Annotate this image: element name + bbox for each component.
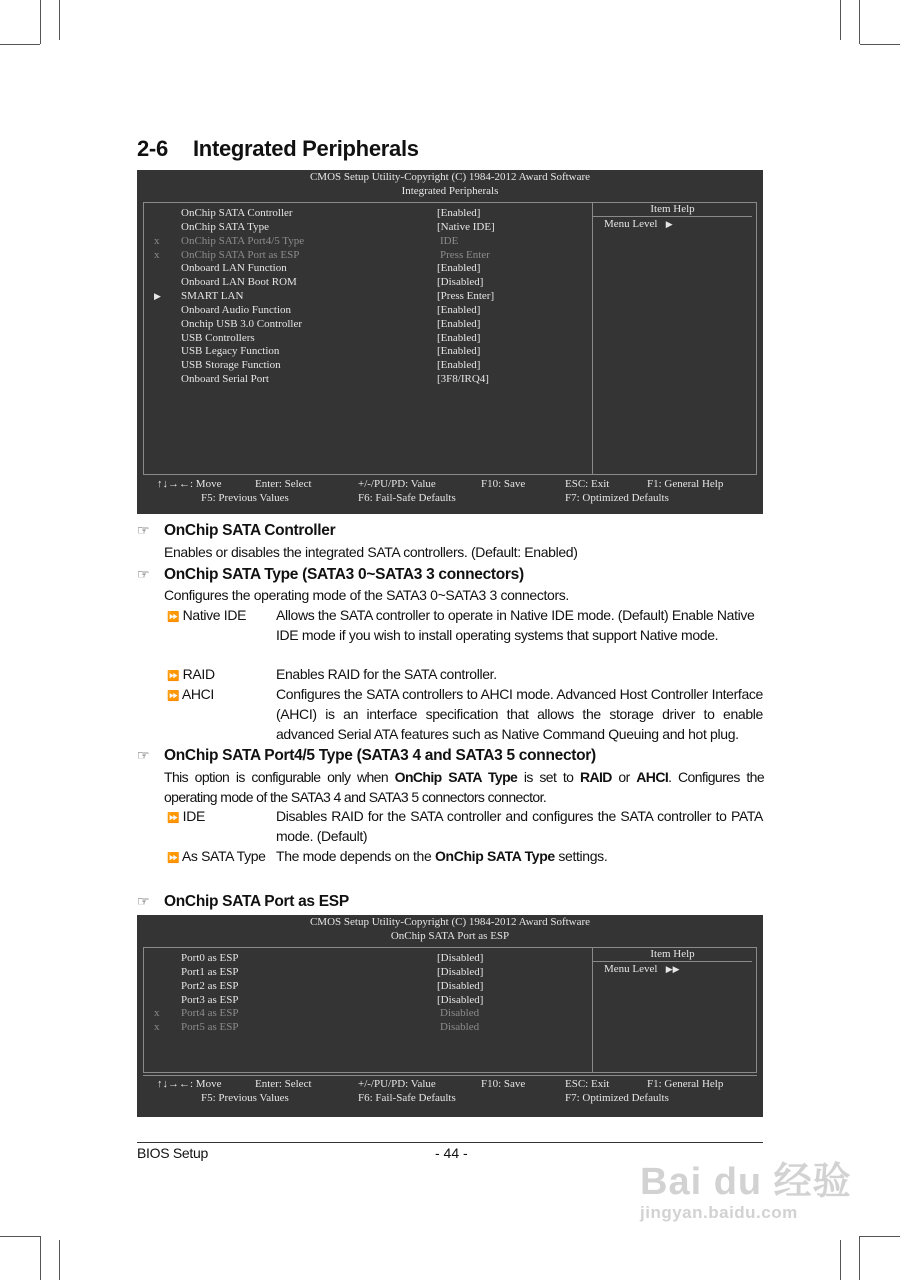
bios-menu-item[interactable]: [154, 952, 584, 966]
key-f6: F6: Fail-Safe Defaults: [358, 1092, 456, 1104]
bios-item-value: Press Enter: [440, 248, 490, 261]
crop-mark: [40, 0, 41, 44]
menu-level-arrow-icon: ▶▶: [665, 964, 680, 974]
pointing-hand-icon: ☞: [137, 566, 150, 582]
menu-level-arrow-icon: ▶: [665, 219, 673, 229]
bios-title: CMOS Setup Utility-Copyright (C) 1984-2012 Award Software Integrated Peripherals: [309, 171, 591, 197]
bios-item-value: [Disabled]: [437, 993, 484, 1006]
watermark-url: jingyan.baidu.com: [640, 1203, 798, 1222]
crop-mark: [840, 0, 841, 40]
menu-level: Menu Level ▶: [604, 218, 673, 230]
bios-item-label: Port1 as ESP: [181, 965, 239, 978]
bios-menu-item[interactable]: [154, 304, 584, 318]
bios-divider: [592, 203, 593, 474]
bios-menu-item[interactable]: [154, 373, 584, 387]
bios-title: CMOS Setup Utility-Copyright (C) 1984-2012 Award Software OnChip SATA Port as ESP: [309, 916, 591, 942]
bios-item-label: USB Controllers: [181, 331, 255, 344]
pointing-hand-icon: ☞: [137, 522, 150, 538]
option-desc-native-ide: Allows the SATA controller to operate in Native IDE mode. (Default) Enable Native IDE mode if you wish to install operating systems that support Native mode.: [276, 607, 755, 643]
bios-menu-item[interactable]: [154, 318, 584, 332]
section-title: Integrated Peripherals: [193, 136, 419, 161]
item-heading-sata-port45: ☞ OnChip SATA Port4/5 Type (SATA3 4 and SATA3 5 connector): [137, 747, 596, 764]
bios-item-label: Port5 as ESP: [181, 1021, 239, 1034]
item-mark: x: [154, 248, 160, 261]
bios-menu-item: [154, 1021, 584, 1035]
bios-item-label: Onboard LAN Function: [181, 262, 287, 275]
submenu-arrow-icon: ▶: [154, 291, 161, 302]
item-heading-sata-controller: ☞ OnChip SATA Controller: [137, 522, 336, 539]
bios-item-value: [Press Enter]: [437, 290, 495, 303]
item-help-panel: [593, 948, 752, 977]
bios-item-value: [Disabled]: [437, 979, 484, 992]
option-desc-ahci: Configures the SATA controllers to AHCI mode. Advanced Host Controller Interface (AHCI) is an interface specification that allows the storage driver to enable advanced Serial ATA features such as Native Command Queuing and hot plug.: [276, 686, 763, 742]
key-value: +/-/PU/PD: Value: [358, 1078, 436, 1090]
option-desc-as-sata-type: The mode depends on the OnChip SATA Type settings.: [276, 848, 608, 864]
item-help-header: Item Help: [593, 203, 752, 217]
bios-item-value: [Enabled]: [437, 359, 481, 372]
item-mark: x: [154, 234, 160, 247]
bios-menu-item: [154, 235, 584, 249]
bios-frame: [143, 202, 757, 475]
key-move: ↑↓→←: Move: [157, 1078, 222, 1090]
item-help-panel: [593, 203, 752, 232]
item-mark: x: [154, 1007, 160, 1020]
bios-item-value: Disabled: [440, 1021, 480, 1034]
bios-menu-item[interactable]: [154, 262, 584, 276]
item-heading-sata-esp: ☞ OnChip SATA Port as ESP: [137, 893, 349, 910]
item-heading-sata-type: ☞ OnChip SATA Type (SATA3 0~SATA3 3 connectors): [137, 566, 524, 583]
footer-section: BIOS Setup: [137, 1145, 208, 1161]
bios-item-value: [3F8/IRQ4]: [437, 373, 489, 386]
option-desc-ide: Disables RAID for the SATA controller and configures the SATA controller to PATA mode. (Default): [276, 808, 763, 844]
bios-item-value: [Enabled]: [437, 303, 481, 316]
option-native-ide: ⏩ Native IDE: [167, 607, 247, 623]
crop-mark: [0, 1236, 40, 1237]
bios-key-separator: [143, 474, 757, 475]
key-value: +/-/PU/PD: Value: [358, 478, 436, 490]
pointing-hand-icon: ☞: [137, 893, 150, 909]
crop-mark: [40, 1236, 41, 1280]
key-move: ↑↓→←: Move: [157, 478, 222, 490]
bios-item-value: [Enabled]: [437, 345, 481, 358]
double-arrow-icon: ⏩: [167, 813, 180, 824]
bios-screen-sata-port-esp: [137, 915, 763, 1117]
bios-item-value: [Disabled]: [437, 965, 484, 978]
crop-mark: [59, 0, 60, 40]
key-f1: F1: General Help: [647, 1078, 724, 1090]
bios-menu-item: [154, 1007, 584, 1021]
bios-item-value: [Disabled]: [437, 952, 484, 964]
key-esc: ESC: Exit: [565, 1078, 610, 1090]
key-enter: Enter: Select: [255, 1078, 312, 1090]
option-raid: ⏩ RAID: [167, 666, 215, 682]
bios-item-label: OnChip SATA Port4/5 Type: [181, 234, 305, 247]
bios-item-label: Onboard Serial Port: [181, 373, 269, 386]
crop-mark: [840, 1240, 841, 1280]
bios-item-label: OnChip SATA Port as ESP: [181, 248, 300, 261]
double-arrow-icon: ⏩: [167, 612, 180, 623]
bios-item-label: Onboard LAN Boot ROM: [181, 276, 297, 289]
double-arrow-icon: ⏩: [167, 671, 180, 682]
key-f6: F6: Fail-Safe Defaults: [358, 492, 456, 504]
bios-item-value: Disabled: [440, 1007, 480, 1020]
bios-item-label: USB Storage Function: [181, 359, 281, 372]
bios-menu-list: [154, 207, 584, 387]
bios-item-label: Port0 as ESP: [181, 952, 239, 964]
bios-key-separator: [143, 1075, 757, 1076]
key-f5: F5: Previous Values: [201, 492, 289, 504]
double-arrow-icon: ⏩: [167, 853, 180, 864]
bios-item-label: Port3 as ESP: [181, 993, 239, 1006]
option-as-sata-type: ⏩ As SATA Type: [167, 848, 266, 864]
option-ahci: ⏩ AHCI: [167, 686, 214, 702]
page-title: [137, 136, 419, 162]
section-number: 2-6: [137, 136, 168, 161]
item-desc-sata-port45: This option is configurable only when OnChip SATA Type is set to RAID or AHCI. Configures the operating mode of the SATA3 4 and SATA3 5 connectors connector.: [164, 769, 765, 805]
bios-item-label: Port2 as ESP: [181, 979, 239, 992]
bios-menu-item[interactable]: [154, 345, 584, 359]
key-f5: F5: Previous Values: [201, 1092, 289, 1104]
bios-menu-item[interactable]: [154, 966, 584, 980]
bios-item-label: Port4 as ESP: [181, 1007, 239, 1020]
page-number: - 44 -: [435, 1145, 468, 1161]
key-f7: F7: Optimized Defaults: [565, 1092, 669, 1104]
bios-menu-item[interactable]: [154, 332, 584, 346]
watermark-logo: Bai du 经验: [640, 1161, 852, 1203]
item-desc-sata-type: Configures the operating mode of the SATA3 0~SATA3 3 connectors.: [164, 587, 569, 603]
bios-item-value: IDE: [440, 234, 459, 247]
bios-screen-integrated-peripherals: [137, 170, 763, 514]
bios-item-label: OnChip SATA Controller: [181, 207, 293, 219]
bios-item-label: Onboard Audio Function: [181, 303, 291, 316]
crop-mark: [859, 0, 860, 44]
key-f10: F10: Save: [481, 478, 526, 490]
bios-item-value: [Native IDE]: [437, 220, 495, 233]
key-f7: F7: Optimized Defaults: [565, 492, 669, 504]
double-arrow-icon: ⏩: [167, 691, 180, 702]
bios-menu-item: [154, 249, 584, 263]
key-enter: Enter: Select: [255, 478, 312, 490]
bios-item-label: SMART LAN: [181, 290, 244, 303]
key-esc: ESC: Exit: [565, 478, 610, 490]
baidu-watermark: [640, 1150, 852, 1223]
bios-menu-item[interactable]: [154, 276, 584, 290]
item-help-header: Item Help: [593, 948, 752, 962]
bios-menu-list: [154, 952, 584, 1035]
option-desc-raid: Enables RAID for the SATA controller.: [276, 666, 497, 682]
bios-item-label: USB Legacy Function: [181, 345, 280, 358]
bios-item-value: [Enabled]: [437, 331, 481, 344]
item-mark: x: [154, 1021, 160, 1034]
crop-mark: [0, 44, 40, 45]
bios-menu-item[interactable]: [154, 980, 584, 994]
bios-menu-item[interactable]: [154, 994, 584, 1008]
footer-rule: [137, 1142, 763, 1143]
bios-item-value: [Enabled]: [437, 207, 481, 219]
key-f10: F10: Save: [481, 1078, 526, 1090]
crop-mark: [860, 1236, 900, 1237]
bios-menu-item[interactable]: [154, 221, 584, 235]
bios-menu-item[interactable]: [154, 359, 584, 373]
bios-menu-item[interactable]: [154, 290, 584, 304]
menu-level: Menu Level ▶▶: [604, 963, 680, 975]
bios-item-label: Onchip USB 3.0 Controller: [181, 317, 302, 330]
bios-item-value: [Disabled]: [437, 276, 484, 289]
pointing-hand-icon: ☞: [137, 747, 150, 763]
item-desc-sata-controller: Enables or disables the integrated SATA controllers. (Default: Enabled): [164, 544, 578, 560]
crop-mark: [59, 1240, 60, 1280]
option-ide: ⏩ IDE: [167, 808, 205, 824]
bios-item-value: [Enabled]: [437, 262, 481, 275]
crop-mark: [860, 44, 900, 45]
bios-menu-item[interactable]: [154, 207, 584, 221]
key-f1: F1: General Help: [647, 478, 724, 490]
bios-item-value: [Enabled]: [437, 317, 481, 330]
crop-mark: [859, 1236, 860, 1280]
bios-item-label: OnChip SATA Type: [181, 220, 269, 233]
bios-frame: [143, 947, 757, 1073]
